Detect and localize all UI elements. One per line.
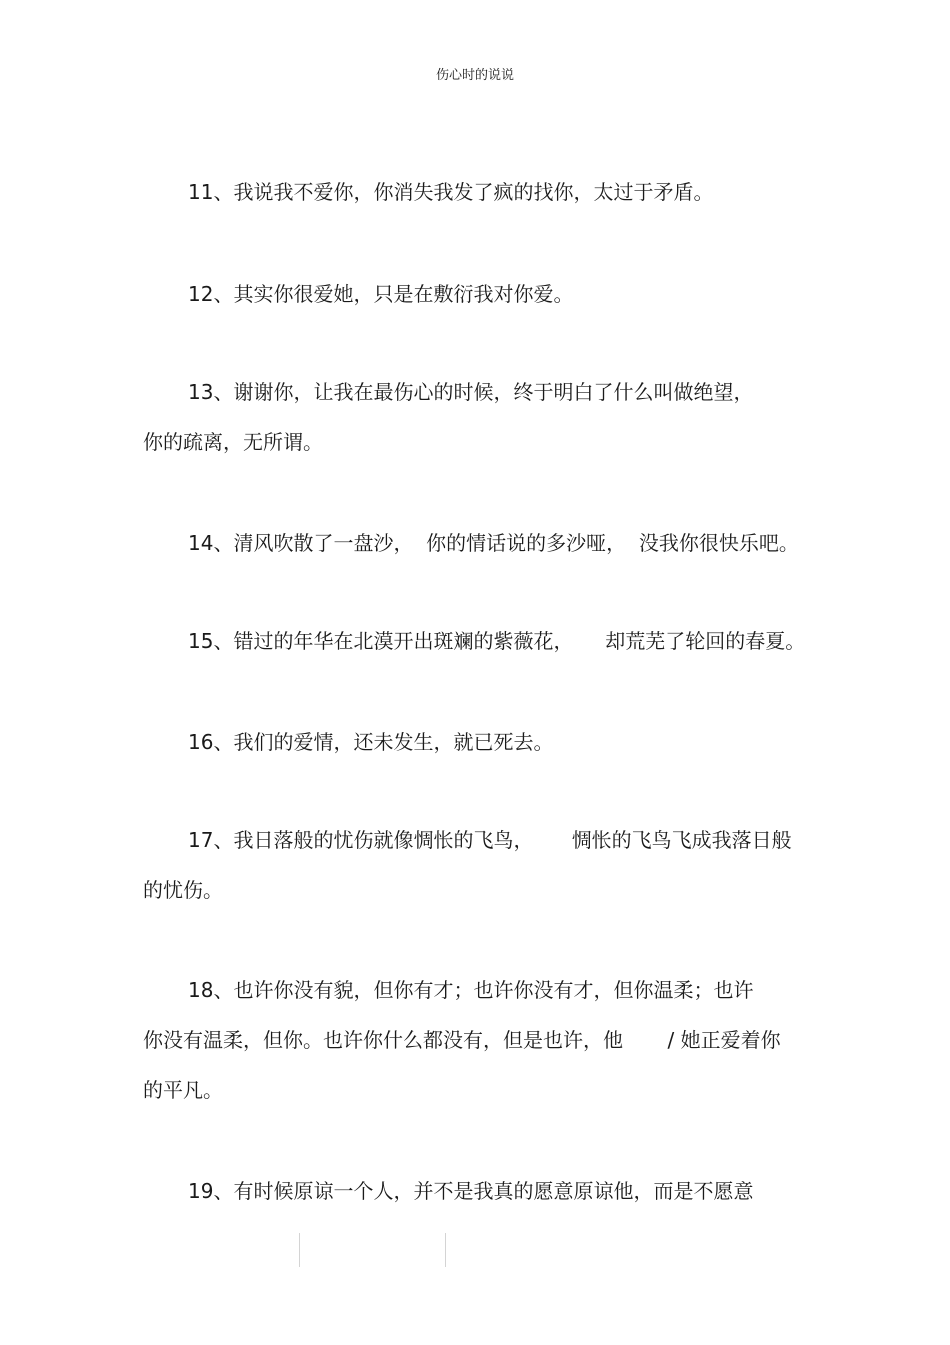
entry-17-line-1: 17、我日落般的忧伤就像惆怅的飞鸟， 惆怅的飞鸟飞成我落日般 — [188, 828, 792, 852]
entry-15-line-1: 15、错过的年华在北漠开出斑斓的紫薇花， 却荒芜了轮回的春夏。 — [188, 629, 806, 653]
entry-11-line-1: 11、我说我不爱你，你消失我发了疯的找你，太过于矛盾。 — [188, 180, 714, 204]
entry-12-line-1: 12、其实你很爱她，只是在敷衍我对你爱。 — [188, 282, 574, 306]
entry-17-line-2: 的忧伤。 — [143, 878, 223, 902]
entry-18-line-2: 你没有温柔，但你。也许你什么都没有，但是也许，他 / 她正爱着你 — [143, 1028, 781, 1052]
entry-16-line-1: 16、我们的爱情，还未发生，就已死去。 — [188, 730, 554, 754]
page-header-title: 伤心时的说说 — [435, 68, 514, 83]
entry-13-line-2: 你的疏离，无所谓。 — [143, 430, 323, 454]
entry-18-line-1: 18、也许你没有貌，但你有才；也许你没有才，但你温柔；也许 — [188, 978, 754, 1002]
entry-19-line-1: 19、有时候原谅一个人，并不是我真的愿意原谅他，而是不愿意 — [188, 1179, 754, 1203]
left-divider-line — [299, 1233, 300, 1267]
right-divider-line — [445, 1233, 446, 1267]
entry-14-line-1: 14、清风吹散了一盘沙， 你的情话说的多沙哑， 没我你很快乐吧。 — [188, 531, 799, 555]
entry-13-line-1: 13、谢谢你，让我在最伤心的时候，终于明白了什么叫做绝望， — [188, 380, 754, 404]
entry-18-line-3: 的平凡。 — [143, 1078, 223, 1102]
